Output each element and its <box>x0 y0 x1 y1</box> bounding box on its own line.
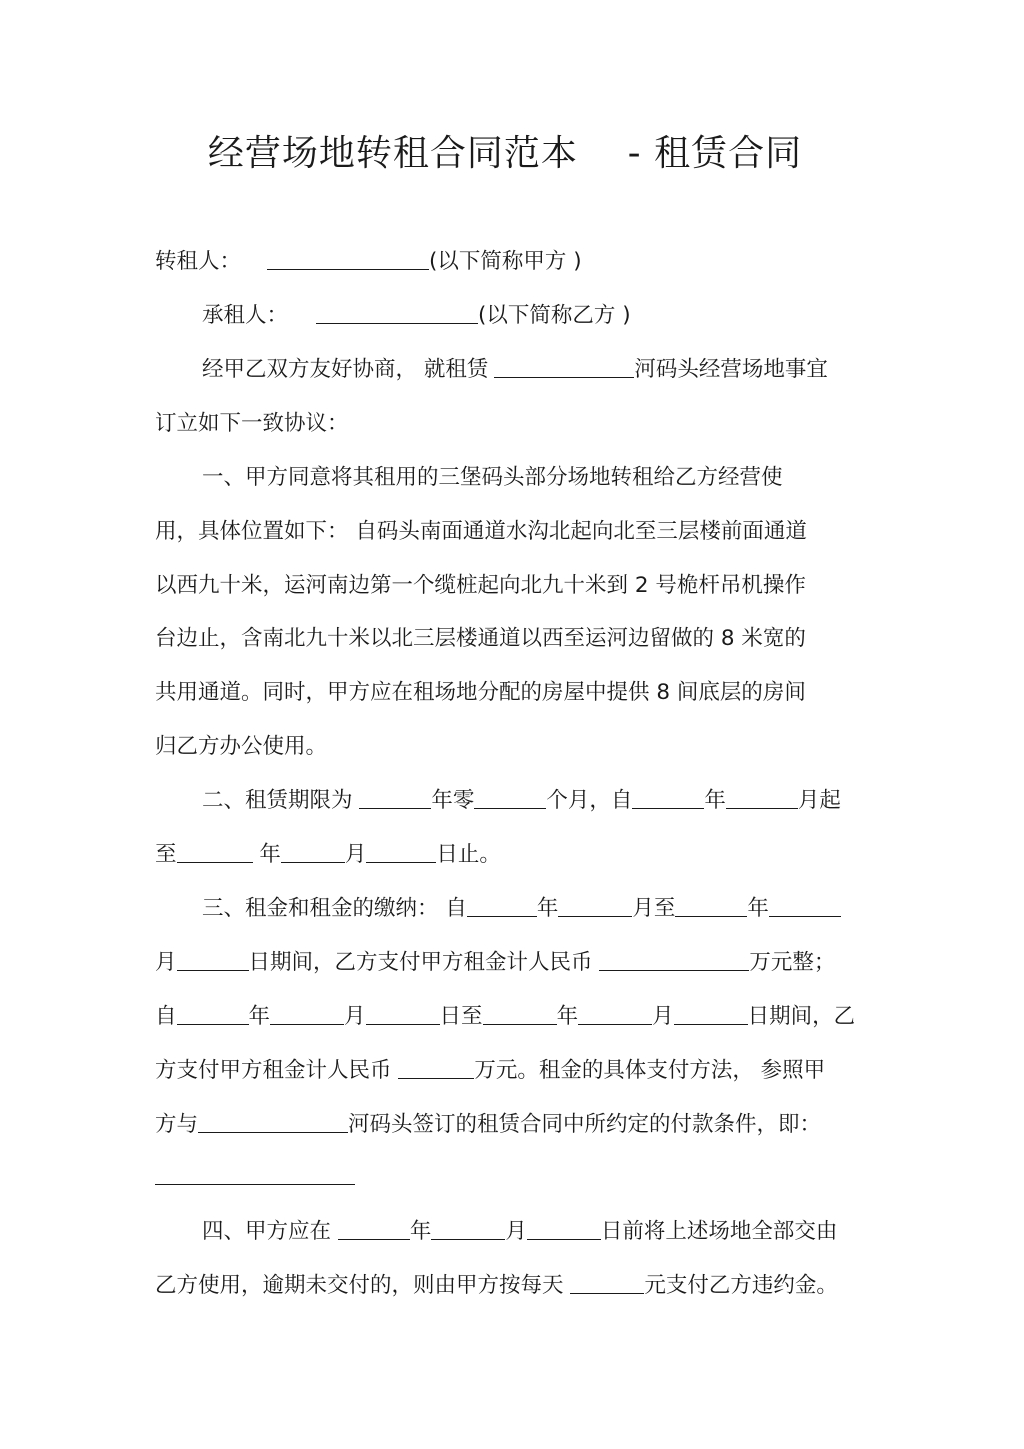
rent2-end-day-blank[interactable] <box>674 1002 748 1025</box>
clause2-text: 年 <box>704 788 726 813</box>
clause3-text: 年 <box>556 1004 579 1029</box>
clause1-line-5: 共用通道。同时，甲方应在租场地分配的房屋中提供 8 间底层的房间 <box>155 680 806 705</box>
clause3-line-5 <box>155 1110 821 1140</box>
clause3-text: 河码头签订的租赁合同中所约定的付款条件，即： <box>348 1112 822 1137</box>
delivery-month-blank[interactable] <box>431 1217 505 1240</box>
rent1-start-year-blank[interactable] <box>467 894 537 917</box>
intro-line-1 <box>202 355 828 385</box>
clause4-text: 日前将上述场地全部交由 <box>600 1219 838 1244</box>
clause3-text: 三、租金和租金的缴纳： 自 <box>202 896 467 921</box>
clause1-line-3: 以西九十米，运河南边第一个缆桩起向北九十米到 2 号桅杆吊机操作 <box>155 573 806 598</box>
clause4-text: 乙方使用，逾期未交付的，则由甲方按每天 <box>155 1273 571 1298</box>
other-party-blank[interactable] <box>198 1110 348 1133</box>
lessor-suffix: (以下简称甲方 ) <box>429 249 582 274</box>
clause4-text: 四、甲方应在 <box>202 1219 338 1244</box>
clause3-text: 自 <box>155 1004 177 1029</box>
delivery-day-blank[interactable] <box>527 1217 601 1240</box>
clause3-text: 日期间，乙方支付甲方租金计人民币 <box>248 950 600 975</box>
clause4-text: 月 <box>505 1219 527 1244</box>
clause2-text: 月 <box>344 842 367 867</box>
end-month-blank[interactable] <box>281 840 345 863</box>
clause4-text: 元支付乙方违约金。 <box>644 1273 838 1298</box>
clause1-line-4: 台边止，含南北九十米以北三层楼通道以西至运河边留做的 8 米宽的 <box>155 626 806 651</box>
clause2-text: 年 <box>252 842 281 867</box>
clause3-text: 日期间，乙 <box>747 1004 856 1029</box>
rent2-start-year-blank[interactable] <box>177 1002 249 1025</box>
delivery-year-blank[interactable] <box>338 1217 410 1240</box>
payment-terms-blank[interactable] <box>155 1184 355 1185</box>
document-title: 经营场地转租合同范本 - 租赁合同 <box>207 133 803 174</box>
start-month-blank[interactable] <box>726 786 798 809</box>
end-year-blank[interactable] <box>177 840 253 863</box>
clause4-text: 年 <box>409 1219 432 1244</box>
clause3-text: 万元整； <box>749 950 836 975</box>
term-months-blank[interactable] <box>474 786 546 809</box>
clause3-text: 万元。租金的具体支付方法， 参照甲 <box>474 1058 826 1083</box>
clause3-text: 月 <box>652 1004 674 1029</box>
intro-river-blank[interactable] <box>494 355 634 378</box>
rent1-end-day-blank[interactable] <box>177 948 249 971</box>
clause2-text: 二、租赁期限为 <box>202 788 360 813</box>
rent1-amount-blank[interactable] <box>599 948 749 971</box>
clause3-line-4 <box>155 1056 825 1086</box>
clause3-text: 年 <box>536 896 559 921</box>
clause1-line-6: 归乙方办公使用。 <box>155 734 328 759</box>
lessor-label: 转租人： <box>155 249 242 274</box>
penalty-amount-blank[interactable] <box>570 1271 644 1294</box>
clause1-line-2: 用，具体位置如下： 自码头南面通道水沟北起向北至三层楼前面通道 <box>155 519 807 544</box>
lessor-name-blank[interactable] <box>267 247 429 270</box>
lessor-line <box>155 247 582 277</box>
rent1-end-month-blank[interactable] <box>769 894 841 917</box>
intro-text-b: 河码头经营场地事宜 <box>634 357 828 382</box>
clause3-text: 年 <box>747 896 769 921</box>
clause3-line-3 <box>155 1002 855 1032</box>
clause2-text: 年零 <box>431 788 475 813</box>
clause2-line-1 <box>202 786 841 816</box>
clause3-text: 月 <box>344 1004 366 1029</box>
rent2-amount-blank[interactable] <box>398 1056 474 1079</box>
lessee-line <box>202 301 631 331</box>
clause3-text: 方支付甲方租金计人民币 <box>155 1058 399 1083</box>
rent1-start-month-blank[interactable] <box>558 894 632 917</box>
clause2-text: 日止。 <box>436 842 501 867</box>
lessee-suffix: (以下简称乙方 ) <box>478 303 631 328</box>
clause3-text: 方与 <box>155 1112 199 1137</box>
lessee-label: 承租人： <box>202 303 289 328</box>
end-day-blank[interactable] <box>366 840 436 863</box>
clause1-line-1: 一、甲方同意将其租用的三堡码头部分场地转租给乙方经营使 <box>202 465 783 490</box>
clause2-line-2 <box>155 840 501 870</box>
clause4-line-1 <box>202 1217 837 1247</box>
clause3-text: 月 <box>155 950 177 975</box>
clause4-line-2 <box>155 1271 838 1301</box>
clause3-line-2 <box>155 948 835 978</box>
clause3-text: 年 <box>248 1004 271 1029</box>
clause3-text: 日至 <box>439 1004 483 1029</box>
rent2-end-year-blank[interactable] <box>483 1002 557 1025</box>
rent2-start-month-blank[interactable] <box>270 1002 344 1025</box>
clause3-text: 月至 <box>632 896 676 921</box>
intro-text-a: 经甲乙双方友好协商， 就租赁 <box>202 357 489 382</box>
clause3-line-1 <box>202 894 841 924</box>
clause2-text: 至 <box>155 842 177 867</box>
start-year-blank[interactable] <box>632 786 704 809</box>
rent2-end-month-blank[interactable] <box>578 1002 652 1025</box>
term-years-blank[interactable] <box>359 786 431 809</box>
rent2-start-day-blank[interactable] <box>366 1002 440 1025</box>
clause2-text: 个月，自 <box>546 788 633 813</box>
clause2-text: 月起 <box>797 788 841 813</box>
lessee-name-blank[interactable] <box>316 301 478 324</box>
rent1-end-year-blank[interactable] <box>675 894 747 917</box>
intro-line-2: 订立如下一致协议： <box>155 411 349 436</box>
